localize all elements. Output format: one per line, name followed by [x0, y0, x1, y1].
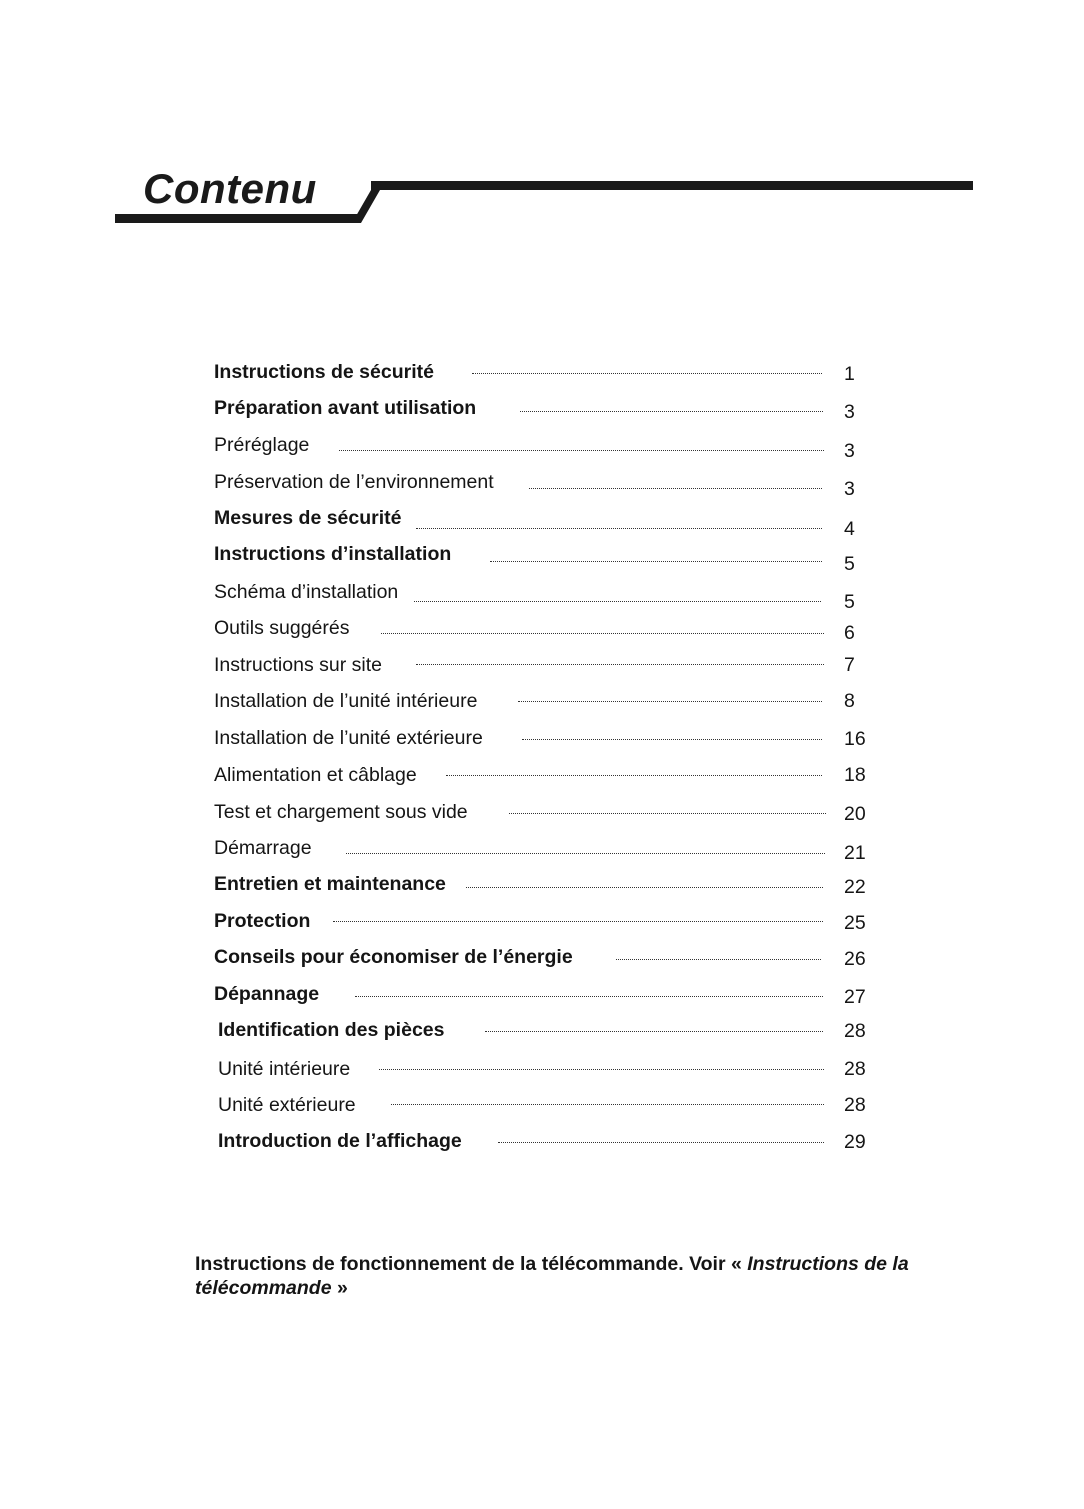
toc-leader-dots — [414, 601, 821, 602]
toc-entry-page: 29 — [844, 1131, 866, 1153]
toc-entry-page: 18 — [844, 764, 866, 786]
toc-entry-title: Dépannage — [214, 983, 320, 1005]
toc-leader-dots — [485, 1031, 823, 1032]
toc-entry-page: 27 — [844, 986, 866, 1008]
toc-leader-dots — [472, 373, 822, 374]
footer-note-end: » — [331, 1277, 348, 1299]
toc-entry-title: Préservation de l’environnement — [214, 471, 494, 493]
toc-leader-dots — [346, 853, 825, 854]
toc-entry-title: Outils suggérés — [214, 617, 350, 639]
toc-entry-page: 28 — [844, 1094, 866, 1116]
toc-entry-title: Unité extérieure — [218, 1094, 356, 1116]
toc-entry-page: 26 — [844, 948, 866, 970]
toc-entry-title: Unité intérieure — [218, 1058, 351, 1080]
toc-leader-dots — [466, 887, 823, 888]
toc-entry-title: Introduction de l’affichage — [218, 1130, 462, 1152]
toc-entry-page: 5 — [844, 553, 855, 575]
footer-note — [195, 1252, 955, 1300]
toc-entry-title: Démarrage — [214, 837, 312, 859]
toc-leader-dots — [391, 1104, 824, 1105]
toc-entry-title: Alimentation et câblage — [214, 764, 417, 786]
toc-entry-page: 6 — [844, 622, 855, 644]
toc-entry-title: Installation de l’unité intérieure — [214, 690, 478, 712]
toc-leader-dots — [520, 411, 823, 412]
toc-entry-page: 3 — [844, 401, 855, 423]
toc-entry-title: Installation de l’unité extérieure — [214, 727, 483, 749]
toc-entry-title: Instructions de sécurité — [214, 361, 434, 383]
toc-entry-page: 22 — [844, 876, 866, 898]
toc-leader-dots — [498, 1142, 824, 1143]
toc-entry-page: 4 — [844, 518, 855, 540]
toc-leader-dots — [529, 488, 822, 489]
toc-leader-dots — [522, 739, 822, 740]
toc-entry-title: Mesures de sécurité — [214, 507, 402, 529]
toc-leader-dots — [416, 528, 822, 529]
toc-entry-page: 28 — [844, 1020, 866, 1042]
footer-note-italic: Instructions de la télécommande — [195, 1253, 909, 1299]
toc-leader-dots — [616, 959, 821, 960]
toc-leader-dots — [333, 921, 823, 922]
toc-leader-dots — [518, 701, 822, 702]
footer-note-text: Instructions de fonctionnement de la télécommande. Voir « — [195, 1253, 748, 1275]
toc-leader-dots — [490, 561, 822, 562]
toc-entry-title: Conseils pour économiser de l’énergie — [214, 946, 573, 968]
toc-entry-page: 28 — [844, 1058, 866, 1080]
toc-entry-page: 5 — [844, 591, 855, 613]
toc-entry-title: Entretien et maintenance — [214, 873, 446, 895]
toc-entry-title: Préparation avant utilisation — [214, 397, 477, 419]
toc-entry-page: 3 — [844, 440, 855, 462]
toc-entry-title: Préréglage — [214, 434, 310, 456]
toc-leader-dots — [446, 775, 822, 776]
toc-entry-title: Identification des pièces — [218, 1019, 445, 1041]
toc-leader-dots — [355, 996, 823, 997]
toc-leader-dots — [416, 664, 824, 665]
toc-entry-page: 3 — [844, 478, 855, 500]
toc-entry-page: 1 — [844, 363, 855, 385]
toc-entry-title: Test et chargement sous vide — [214, 801, 468, 823]
toc-entry-page: 21 — [844, 842, 866, 864]
toc-entry-title: Instructions d’installation — [214, 543, 452, 565]
toc-leader-dots — [379, 1069, 824, 1070]
toc-entry-page: 16 — [844, 728, 866, 750]
page-title: Contenu — [143, 165, 317, 212]
toc-leader-dots — [381, 633, 824, 634]
toc-entry-title: Instructions sur site — [214, 654, 382, 676]
toc-entry-page: 20 — [844, 803, 866, 825]
toc-leader-dots — [339, 450, 824, 451]
toc-leader-dots — [509, 813, 826, 814]
toc-entry-page: 8 — [844, 690, 855, 712]
toc-entry-page: 25 — [844, 912, 866, 934]
toc-entry-page: 7 — [844, 654, 855, 676]
toc-entry-title: Protection — [214, 910, 311, 932]
toc-entry-title: Schéma d’installation — [214, 581, 399, 603]
